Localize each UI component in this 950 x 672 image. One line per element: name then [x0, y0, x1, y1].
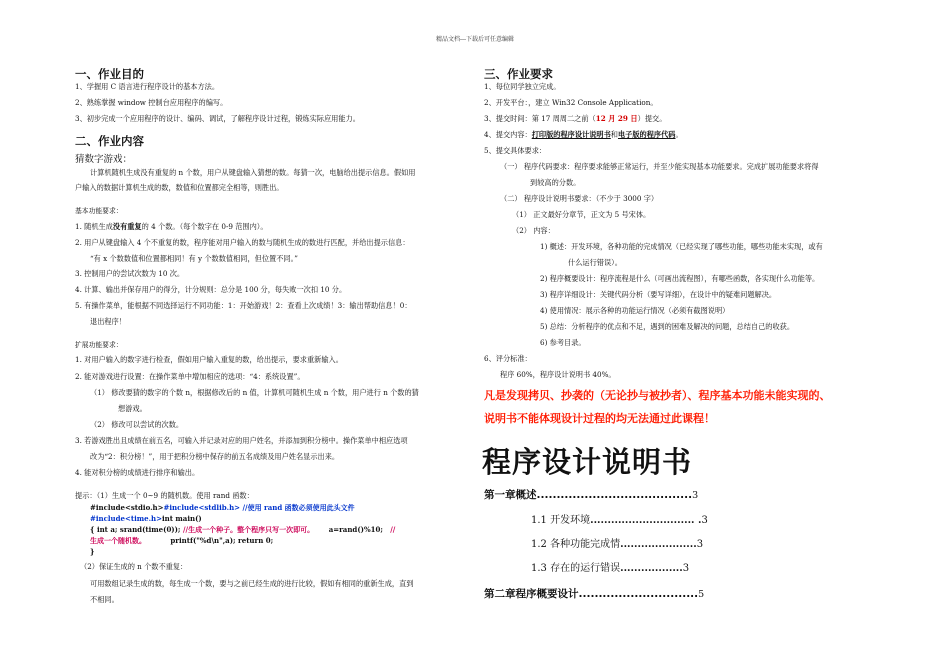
content-item-4: 4) 使用情况：展示各种的功能运行情况（必须有截图说明）	[540, 306, 730, 315]
basic-item-1: 1. 随机生成没有重复的 4 个数。（每个数字在 0-9 范围内）。	[75, 222, 268, 231]
req-5: 5、提交具体要求：	[484, 146, 547, 155]
hint-2-desc-1: 可用数组记录生成的数，每生成一个数，要与之前已经生成的进行比较，假如有相同的重新生成，直到	[90, 579, 414, 588]
basic-item-4: 4. 计算、输出并保存用户的得分，计分规则：总分是 100 分，每失败一次扣 10 分。	[75, 285, 347, 294]
code-line-2: #include<time.h>int main()	[90, 514, 202, 523]
ext-item-1: 1. 对用户输入的数字进行检查，假如用户输入重复的数，给出提示，要求重新输入。	[75, 355, 343, 364]
page-header: 精品文档---下载后可任意编辑	[435, 36, 515, 43]
req-5-2-2: （2） 内容：	[512, 226, 555, 235]
basic-item-5: 5. 有操作菜单，能根据不同选择运行不同功能：1：开始游戏！2：查看上次成绩！3：输出帮助信息！0：	[75, 301, 412, 310]
section-2-title: 二、作业内容	[75, 134, 144, 148]
basic-item-5-cont: 退出程序！	[90, 317, 126, 326]
req-5-2: （二） 程序设计说明书要求：（不少于 3000 字）	[500, 194, 659, 203]
content-item-1-cont: 什么运行错误）。	[568, 258, 622, 267]
ext-item-3-cont: 改为“2：积分榜！”，用于把积分榜中保存的前五名成绩及用户姓名显示出来。	[90, 452, 340, 461]
s1-item-3: 3、初步完成一个应用程序的设计、编码、调试，了解程序设计过程，锻炼实际应用能力。	[75, 114, 360, 123]
game-title: 猜数字游戏：	[75, 154, 133, 165]
basic-item-3: 3. 控制用户的尝试次数为 10 次。	[75, 269, 185, 278]
toc-chapter-2: 第二章程序概要设计..............................5	[484, 588, 705, 600]
content-item-1: 1) 概述：开发环境，各种功能的完成情况（已经实现了哪些功能，哪些功能未实现，或有	[540, 242, 823, 251]
req-3: 3、提交时间：第 17 周周二之前（12 月 29 日）提交。	[484, 114, 667, 123]
code-line-5: }	[90, 547, 95, 556]
req-2: 2、开发平台：，建立 Win32 Console Application。	[484, 98, 658, 107]
document-title: 程序设计说明书	[482, 445, 693, 479]
basic-item-2-cont: “有 x 个数数值和位置都相同！有 y 个数数值相同，但位置不同。”	[90, 254, 298, 263]
code-line-1: #include<stdio.h>#include<stdlib.h> //使用 rand 函数必须使用此头文件	[90, 503, 355, 512]
req-1: 1、每位同学独立完成。	[484, 82, 561, 91]
game-desc-line-1: 计算机随机生成没有重复的 n 个数，用户从键盘输入猜想的数。每猜一次，电脑给出提示信息。假如用	[90, 168, 416, 177]
content-item-5: 5) 总结：分析程序的优点和不足，遇到的困难及解决的问题，总结自己的收获。	[540, 322, 795, 331]
basic-title: 基本功能要求：	[75, 207, 123, 215]
code-line-4: 生成一个随机数。 printf("%d\n",a); return 0;	[90, 536, 274, 545]
ext-item-2b: （2） 修改可以尝试的次数。	[90, 420, 184, 429]
toc-chapter-1: 第一章概述.......................................3	[484, 489, 699, 501]
toc-section-1-1: 1.1 开发环境.............................. .3	[531, 515, 708, 526]
content-item-6: 6) 参考目录。	[540, 338, 586, 347]
toc-section-1-3: 1.3 存在的运行错误..................3	[531, 563, 690, 574]
content-item-3: 3) 程序详细设计：关键代码分析（要写详细），在设计中的疑难问题解决。	[540, 290, 777, 299]
section-3-title: 三、作业要求	[484, 67, 553, 81]
hint-1: 提示：（1）生成一个 0~9 的随机数。使用 rand 函数：	[75, 491, 254, 500]
s1-item-1: 1、学握用 C 语言进行程序设计的基本方法。	[75, 82, 220, 91]
hint-2: （2）保证生成的 n 个数不重复：	[80, 562, 188, 571]
req-4: 4、提交内容：打印版的程序设计说明书和电子版的程序代码。	[484, 130, 683, 139]
ext-title: 扩展功能要求：	[75, 341, 123, 349]
ext-item-2: 2. 能对游戏进行设置：在操作菜单中增加相应的选项：“4：系统设置”。	[75, 372, 305, 381]
hint-2-desc-2: 不相同。	[90, 595, 119, 604]
ext-item-2a-cont: 想游戏。	[118, 404, 147, 413]
ext-item-2a: （1） 修改要猜的数字的个数 n，根据修改后的 n 值，计算机可随机生成 n 个数，用户进行 n 个数的猜	[90, 388, 419, 397]
ext-item-3: 3. 若游戏胜出且成绩在前五名，可输入并记录对应的用户姓名，并添加到积分榜中。操作菜单中相应选项	[75, 436, 408, 445]
req-5-1-cont: 到较高的分数。	[530, 178, 581, 187]
req-5-1: （一） 程序代码要求：程序要求能够正常运行，并至少能实现基本功能要求。完成扩展功能要求将得	[500, 162, 819, 171]
req-6: 6、评分标准：	[484, 354, 532, 363]
req-6-desc: 程序 60%，程序设计说明书 40%。	[500, 370, 616, 379]
basic-item-2: 2. 用户从键盘输入 4 个不重复的数，程序能对用户输入的数与随机生成的数进行匹配，并给出提示信息：	[75, 238, 410, 247]
s1-item-2: 2、熟练掌握 window 控制台应用程序的编写。	[75, 98, 228, 107]
warning-line-2: 说明书不能体现设计过程的均无法通过此课程！	[484, 412, 715, 425]
section-1-title: 一、作业目的	[75, 67, 144, 81]
warning-line-1: 凡是发现拷贝、抄袭的（无论抄与被抄者）、程序基本功能未能实现的、	[484, 389, 831, 402]
req-5-2-1: （1） 正文最好分章节，正文为 5 号宋体。	[512, 210, 651, 219]
ext-item-4: 4. 能对积分榜的成绩进行排序和输出。	[75, 468, 200, 477]
game-desc-line-2: 户输入的数据计算机生成的数，数值和位置都完全相等，则胜出。	[75, 183, 284, 192]
toc-section-1-2: 1.2 各种功能完成情......................3	[531, 539, 704, 550]
content-item-2: 2) 程序概要设计：程序流程是什么（可画出流程图），有哪些函数，各实现什么功能等。	[540, 274, 820, 283]
code-line-3: { int a; srand(time(0)); //生成一个种子。整个程序只写一次即可。 a=rand()%10; //	[90, 525, 396, 534]
